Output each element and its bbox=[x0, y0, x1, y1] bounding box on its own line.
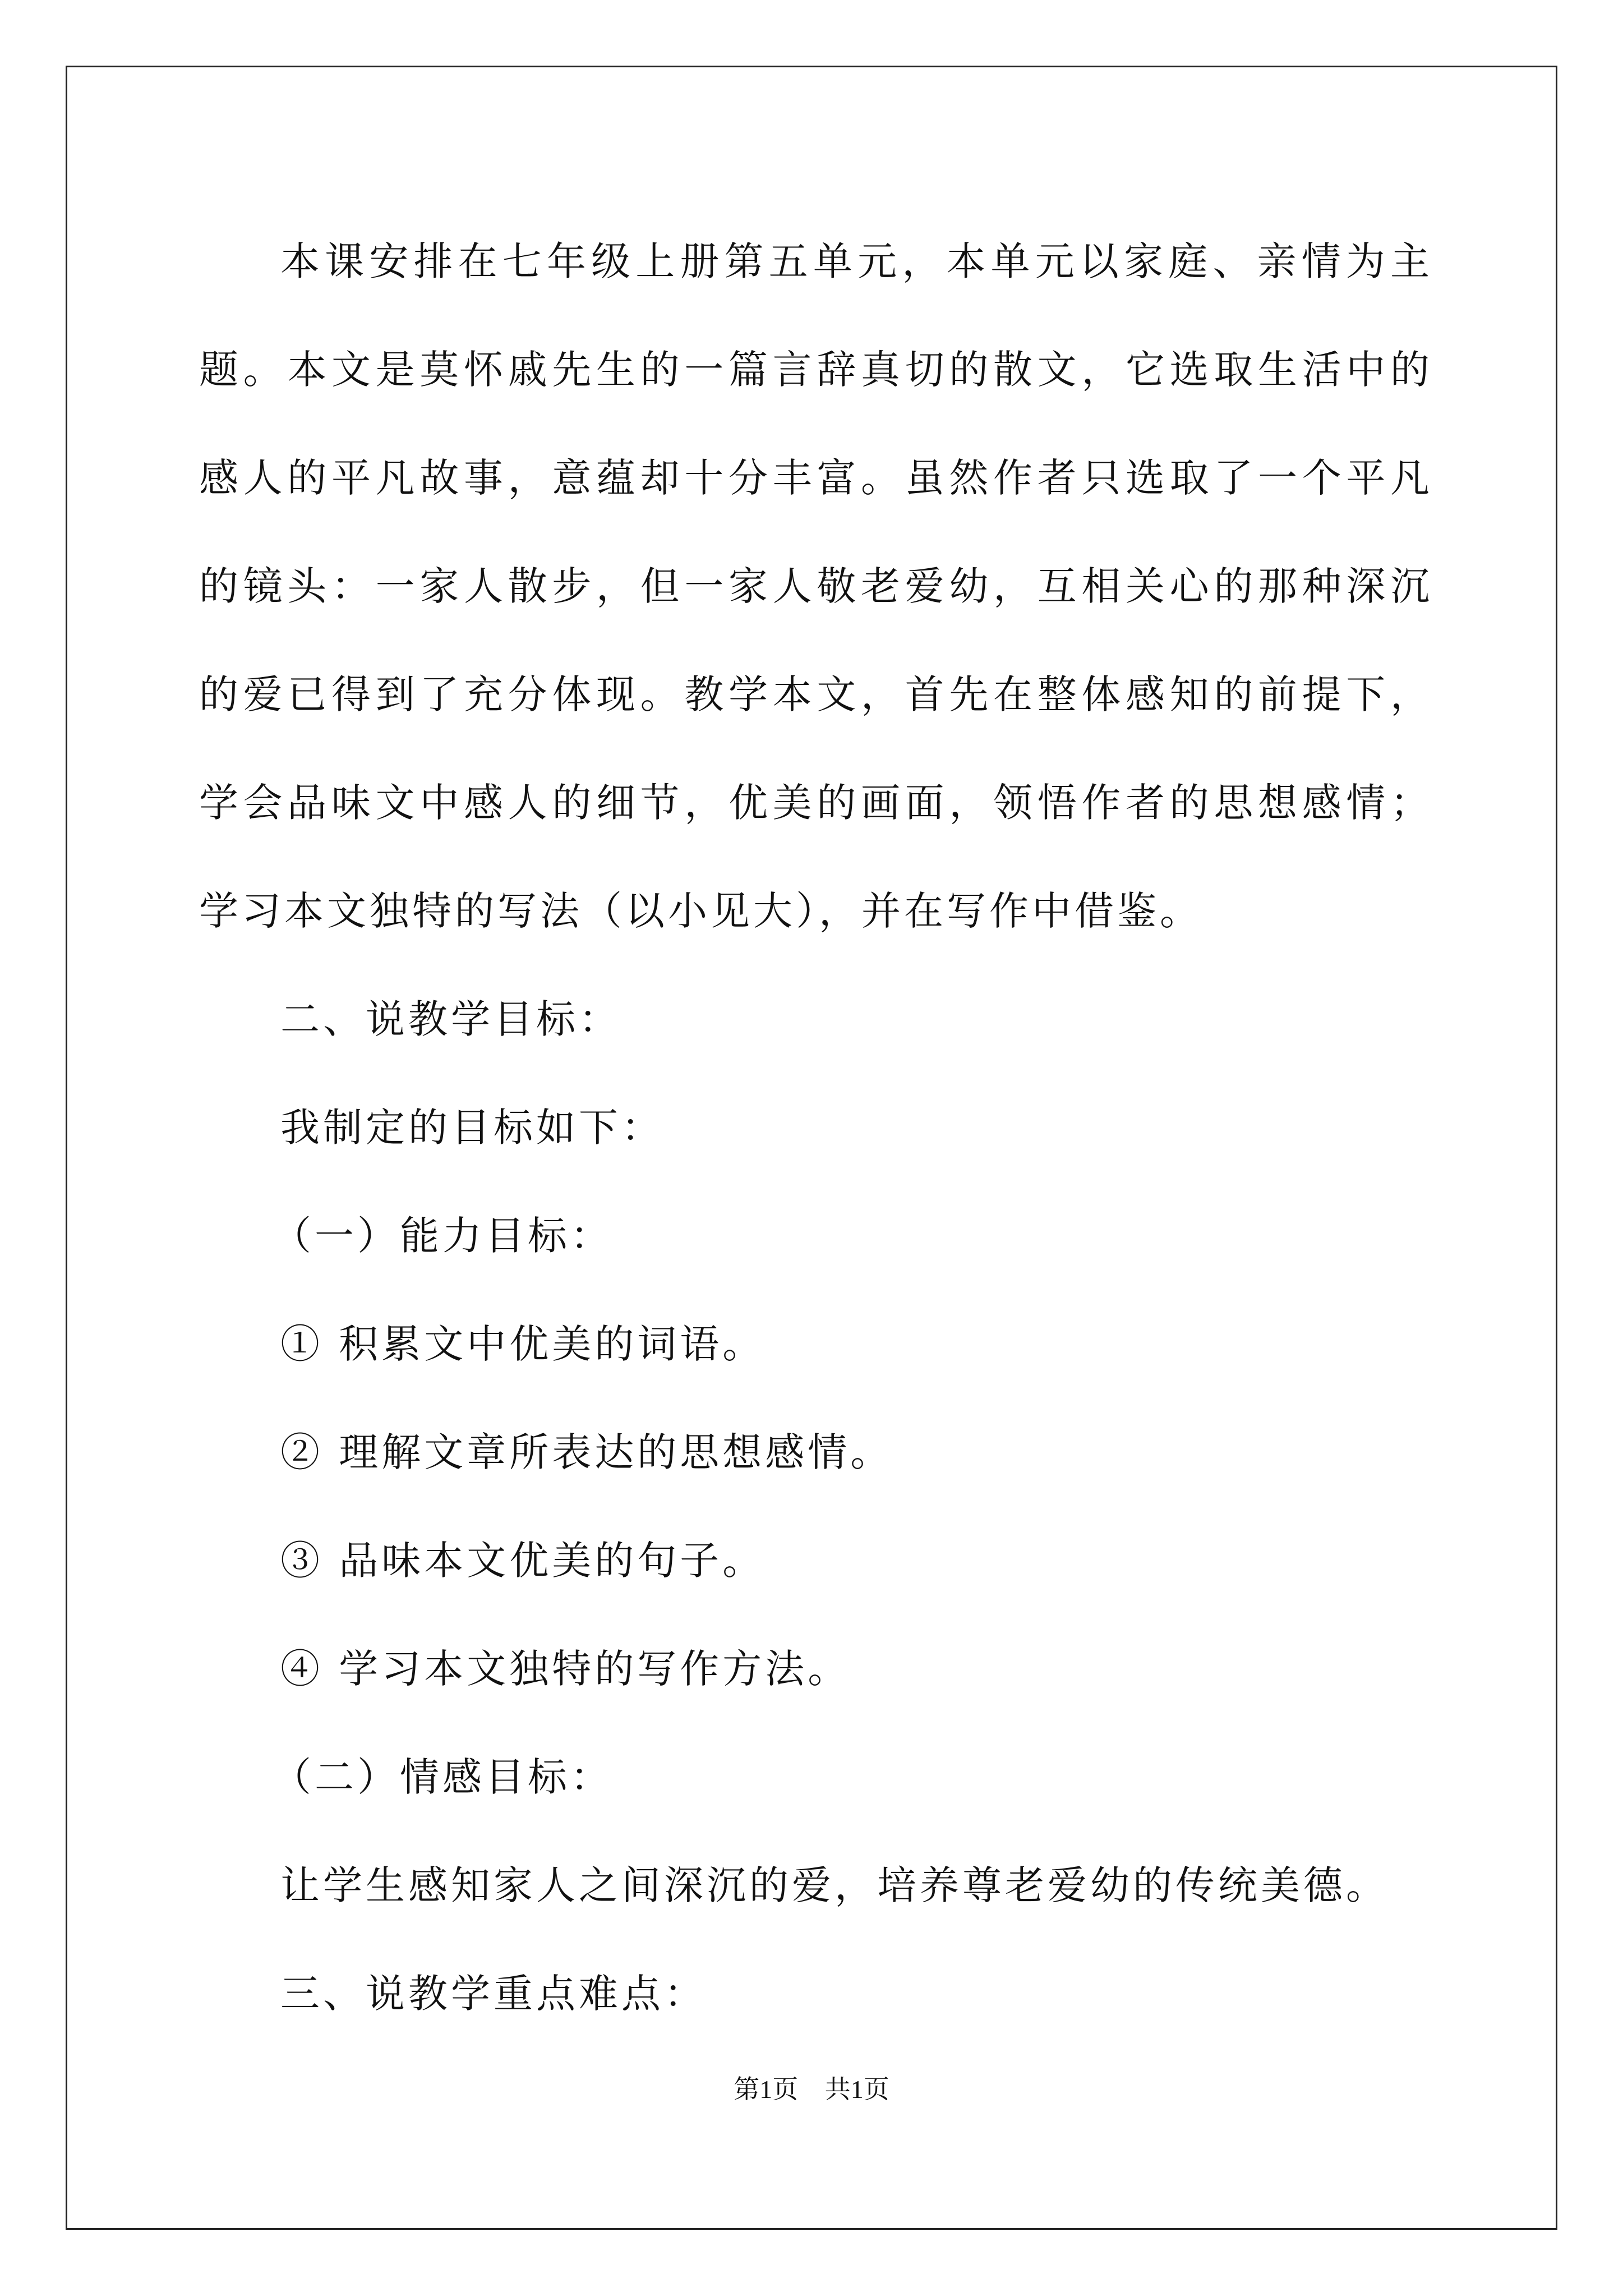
ability-goal-item: ① 积累文中优美的词语。 bbox=[280, 1321, 766, 1367]
emotion-goals-heading: （二）情感目标： bbox=[272, 1754, 613, 1800]
page-total: 共1页 bbox=[824, 2075, 889, 2104]
ability-goal-item: ④ 学习本文独特的写作方法。 bbox=[280, 1646, 851, 1692]
ability-goals-heading: （一）能力目标： bbox=[272, 1213, 613, 1259]
section-heading-teaching-goals: 二、说教学目标： bbox=[280, 996, 621, 1042]
page-number: 第1页 bbox=[734, 2075, 799, 2104]
document-body bbox=[199, 208, 1433, 2048]
goals-intro-text: 我制定的目标如下： bbox=[280, 1105, 664, 1151]
ability-goal-item: ③ 品味本文优美的句子。 bbox=[280, 1538, 766, 1584]
section-heading-key-points: 三、说教学重点难点： bbox=[280, 1971, 707, 2017]
ability-goal-item: ② 理解文章所表达的思想感情。 bbox=[280, 1429, 893, 1475]
page-footer bbox=[0, 2069, 1623, 2106]
intro-paragraph: 本课安排在七年级上册第五单元，本单元以家庭、亲情为主题。本文是莫怀戚先生的一篇言辞真切的散文，它选取生活中的感人的平凡故事，意蕴却十分丰富。虽然作者只选取了一个平凡的镜头：一家人散步，但一家人敬老爱幼，互相关心的那种深沉的爱已得到了充分体现。教学本文，首先在整体感知的前提下，学会品味文中感人的细节，优美的画面，领悟作者的思想感情；学习本文独特的写法（以小见大），并在写作中借鉴。 bbox=[199, 238, 1433, 934]
emotion-goal-text: 让学生感知家人之间深沉的爱，培养尊老爱幼的传统美德。 bbox=[280, 1862, 1389, 1908]
